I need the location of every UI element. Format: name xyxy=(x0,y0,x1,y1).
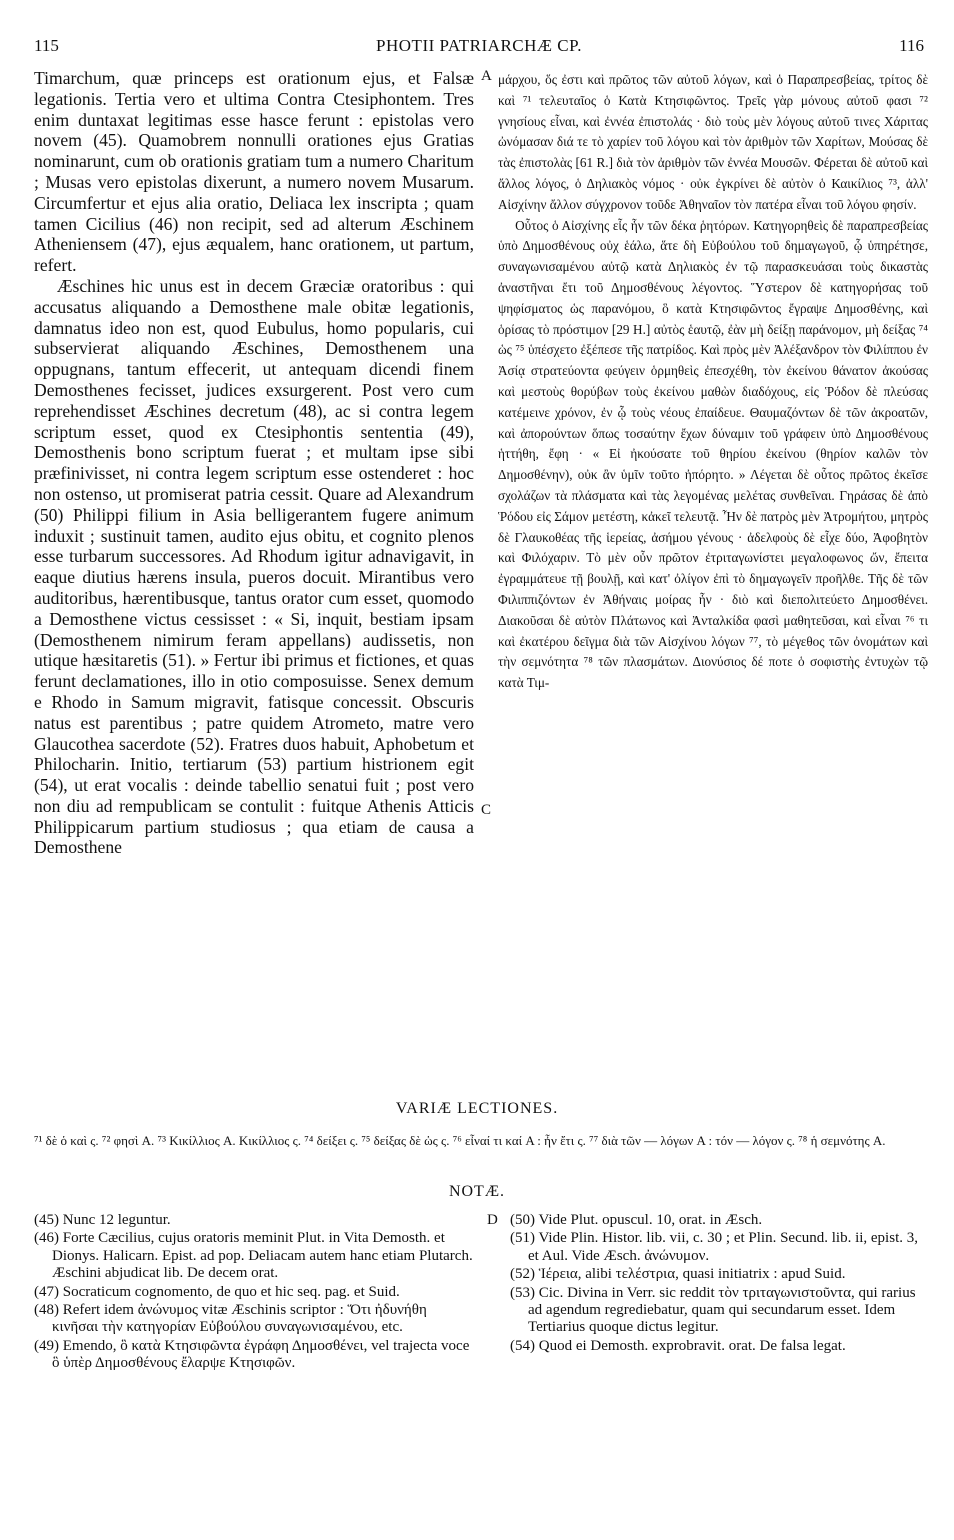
margin-marker-a: A xyxy=(481,68,492,84)
notes-right-column xyxy=(510,1212,920,1356)
greek-column xyxy=(498,70,928,694)
latin-column xyxy=(34,68,474,858)
footnote: (46) Forte Cæcilius, cujus oratoris meminit Plut. in Vita Demosth. et Dionys. Halicarn. Epist. ad pop. Deliacam autem hanc etiam Plutarch. Æschini abjudicat lib. De decem orat. xyxy=(34,1230,473,1282)
margin-marker-c: C xyxy=(481,802,492,818)
footnote: (48) Refert idem ἀνώνυμος vitæ Æschinis scriptor : Ὅτι ἠδυνήθη κινῆσαι τὴν κατηγορίαν Εὐβούλου συναγωνισαμένου, etc. xyxy=(34,1302,427,1336)
footnote: (51) Vide Plin. Histor. lib. vii, c. 30 ; et Plin. Secund. lib. ii, epist. 3, et Aul. Vide Æsch. ἀνώνυμον. xyxy=(510,1230,918,1264)
notae-heading: NOTÆ. xyxy=(448,1183,506,1200)
running-title: PHOTII PATRIARCHÆ CP. xyxy=(376,36,582,55)
variae-lectiones-heading: VARIÆ LECTIONES. xyxy=(395,1100,559,1117)
variae-lectiones-text: ⁷¹ δὲ ὁ καὶ ς. ⁷² φησὶ A. ⁷³ Κικίλλιος A. Κικίλλιος ς. ⁷⁴ δείξει ς. ⁷⁵ δείξας δὲ ὡς ς. ⁷⁶ εἶναί τι καί A : ἦν ἔτι ς. ⁷⁷ διὰ τῶν — λόγων A : τόν — λόγον ς. ⁷⁸ ἡ σεμνότης A. xyxy=(34,1133,886,1148)
running-header xyxy=(34,36,924,60)
left-page-number: 115 xyxy=(34,36,59,55)
footnote: (45) Nunc 12 leguntur. xyxy=(34,1212,171,1228)
latin-paragraph: Æschines hic unus est in decem Græciæ oratoribus : qui accusatus aliquando a Demosthene male obitæ legationis, damnatus ideo non est, quod Eubulus, homo popularis, cui subservierat aliquando Æschines, Demosthenem una oppugnans, tantum effecerit, ut antequam dicendi finem Demosthenes fecisset, judices exsurgerent. Post vero cum reprehendisset Æschines decretum (48), ac si contra legem scriptum esset, quod ex Ctesiphontis sententia (49), Demosthenis bono scriptum fuerat ; et multam ipse sibi præfinivisset, ni contra legem scriptum esse ostenderet : hoc non ostenso, ut promiserat patria cessit. Quare ad Alexandrum (50) Philippi filium in Asia belligerantem fugere animum induxit ; sustinuit tamen, audito ejus obitu, et cognito plenos esse turbarum successores. Ad Rhodum igitur adnavigavit, in eaque diutius hærens insula, pueros docuit. Mirantibus vero auditoribus, hærentibusque, tantus orator cum esset, quomodo a Demosthene victus cessisset : « Si, inquit, bestiam ipsam (Demosthenem nimirum feram appellans) audissetis, non utique hæsitaretis (51). » Fertur ibi primus et fictiones, et quas ferunt declamationes, illo in otio composuisse. Senex demum e Rhodo in Samum migravit, fatisque concessit. Obscuris natus est parentibus ; patre quidem Atrometo, matre vero Glaucothea sacerdote (52). Fratres duos habuit, Aphobetum et Philocharin. Initio, tertiarum (53) partium histrionem egit (54), ut erat vocalis : deinde tabellio senatui fuit ; post vero non diu ad rempublicam se contulit : fuitque Athenis Atticis Philippicarum partium studiosus ; qua etiam de causa a Demosthene xyxy=(34,275,474,858)
footnote: (54) Quod ei Demosth. exprobravit. orat. De falsa legat. xyxy=(510,1337,846,1354)
greek-paragraph: μάρχου, ὅς ἐστι καὶ πρῶτος τῶν αὐτοῦ λόγων, καὶ ὁ Παραπρεσβείας, τρίτος δὲ καὶ ⁷¹ τελευταῖος ὁ Κατὰ Κτησιφῶντος. Τρεῖς γὰρ μόνους αὐτοῦ φασι ⁷² γνησίους εἶναι, καὶ ἐννέα ἐπιστολάς · διὸ τοὺς μὲν λόγους αὐτοῦ τινες Χάριτας ὠνόμασαν διά τε τὸ χαρίεν τοῦ λόγου καὶ τὸν ἀριθμὸν τῶν Χαρίτων, Μούσας δὲ τὰς ἐπιστολὰς [61 R.] διὰ τὸν ἀριθμὸν τῶν ἐννέα Μουσῶν. Φέρεται δὲ αὐτοῦ καὶ ἄλλος λόγος, ὁ Δηλιακὸς νόμος · οὐκ ἐγκρίνει δὲ αὐτὸν ὁ Καικίλιος ⁷³, ἀλλ' Αἰσχίνην ἄλλον σύγχρονον τοῦδε Ἀθηναῖον τὸν πατέρα εἶναι τοῦ λόγου φησίν. xyxy=(498,72,928,212)
footnote: (49) Emendo, ὃ κατὰ Κτησιφῶντα ἐγράφη Δημοσθένει, vel trajecta voce ὃ ὑπὲρ Δημοσθένους ἔλαρψε Κτησιφῶν. xyxy=(34,1337,470,1372)
margin-marker-d: D xyxy=(487,1212,498,1228)
greek-paragraph: Οὗτος ὁ Αἰσχίνης εἷς ἦν τῶν δέκα ῥητόρων. Κατηγορηθεὶς δὲ παραπρεσβείας ὑπὸ Δημοσθένους οὐχ ἑάλω, ἅτε δὴ Εὐβούλου τοῦ δημαγωγοῦ, ᾧ ὑπηρέτησε, συναγωνισαμένου αὐτῷ κατὰ Δηλιακὸς ἐν τῷ παρασκευάσαι τοὺς δικαστὰς ἀναστῆναι ἔτι τοῦ Δημοσθένους λέγοντος. Ὕστερον δὲ κατηγορήσας τοῦ ψηφίσματος ὡς παρανόμου, ὃ κατὰ Κτησιφῶντος ἔγραψε Δημοσθένης, καὶ ὁρίσας τὸ πρόστιμον [29 H.] αὐτὸς ἑαυτῷ, ἐὰν μὴ δείξῃ παράνομον, μὴ δείξας ⁷⁴ ὡς ⁷⁵ ὑπέσχετο ἐξέπεσε τῆς πατρίδος. Καὶ πρὸς μὲν Ἀλέξανδρον τὸν Φιλίππου ἐν Ἀσίᾳ στρατεύοντα φεύγειν ὁρμηθεὶς ἐπεσχέθη, τὸν ἐκείνου θάνατον ἀκούσας καὶ μεστοὺς θορύβων τοὺς ἐκείνου μαθὼν διαδόχους, εἰς Ῥόδον δὲ πλεύσας κατέμεινε χρόνον, ἐν ᾧ τοὺς νέους ἐπαίδευε. Θαυμαζόντων δὲ τῶν ἀκροατῶν, καὶ ἀπορούντων ὅπως τοσαύτην ἔχων δύναμιν τοῦ γράφειν ὑπὸ Δημοσθένους ἡττήθη, ἔφη · « Εἰ ἠκούσατε τοῦ θηρίου ἐκείνου (θηρίον καλῶν τὸν Δημοσθένην), οὐκ ἂν ὑμῖν τοῦτο ἠπόρητο. » Λέγεται δὲ οὗτος πρῶτος ἐκεῖσε σχολάζων τὰ πλάσματα καὶ τὰς λεγομένας μελέτας συνθεῖναι. Γηράσας δὲ ἀπὸ Ῥόδου εἰς Σάμον μετέστη, κἀκεῖ τελευτᾷ. Ἦν δὲ πατρὸς μὲν Ἀτρομήτου, μητρὸς δὲ Γλαυκοθέας τῆς ἱερείας, ἀσήμου γένους · ἀδελφοὺς δὲ εἶχε δύο, Ἀφοβητὸν καὶ Φιλόχαριν. Τὸ μὲν οὖν πρῶτον ἐτριταγωνίστει μεγαλοφωνος ὤν, ἔπειτα ἐγραμμάτευε τῇ βουλῇ, καὶ κατ' ὀλίγον ἐπὶ τὸ δημαγωγεῖν προῆλθε. Τῆς δὲ τῶν Φιλιππιζόντων ἐν Ἀθήναις μοίρας ἦν · διὸ καὶ διεπολιτεύετο Δημοσθένει. Διακοῦσαι δὲ αὐτὸν Πλάτωνος καὶ Ἀνταλκίδα φασὶ μαθητεῦσαι, καὶ εἶναι ⁷⁶ τι καὶ ἐκατέρου δεῖγμα διὰ τῶν Αἰσχίνου λόγων ⁷⁷, τὸ μέγεθος τῶν ὀνομάτων καὶ τὴν σεμνότητα ⁷⁸ τῶν πλασμάτων. Διονύσιος δέ ποτε ὁ σοφιστὴς ἐντυχὼν τῷ κατὰ Τιμ- xyxy=(498,217,928,691)
footnote: (47) Socraticum cognomento, de quo et hic seq. pag. et Suid. xyxy=(34,1283,400,1300)
notes-left-column xyxy=(34,1212,474,1374)
right-page-number: 116 xyxy=(899,36,924,55)
footnote: (53) Cic. Divina in Verr. sic reddit τὸν τριταγωνιστοῦντα, qui rarius ad agendum regrediebatur, quam qui secundarum esset. Idem Tertiarius quoque dictus legitur. xyxy=(510,1284,916,1336)
footnote: (52) Ἱέρεια, alibi τελέστρια, quasi initiatrix : apud Suid. xyxy=(510,1266,846,1283)
latin-paragraph: Timarchum, quæ princeps est orationum ejus, et Falsæ legationis. Tertia vero et ultima Contra Ctesiphontem. Tres enim duntaxat legitimas esse hasce ferunt : epistolas vero novem (45). Quamobrem nonnulli orationes ejus Gratias nominarunt, cum ob orationis gratiam tum a numero Charitum ; Musas vero epistolas dixerunt, a numero novem Musarum. Circumfertur et ejus alia oratio, Deliaca lex inscripta ; quam tamen Cicilius (46) non recipit, sed ad alterum Æschinem Atheniensem (47), ejus æqualem, hanc orationem, ut partum, refert. xyxy=(34,68,474,276)
footnote: (50) Vide Plut. opuscul. 10, orat. in Æsch. xyxy=(510,1212,763,1228)
